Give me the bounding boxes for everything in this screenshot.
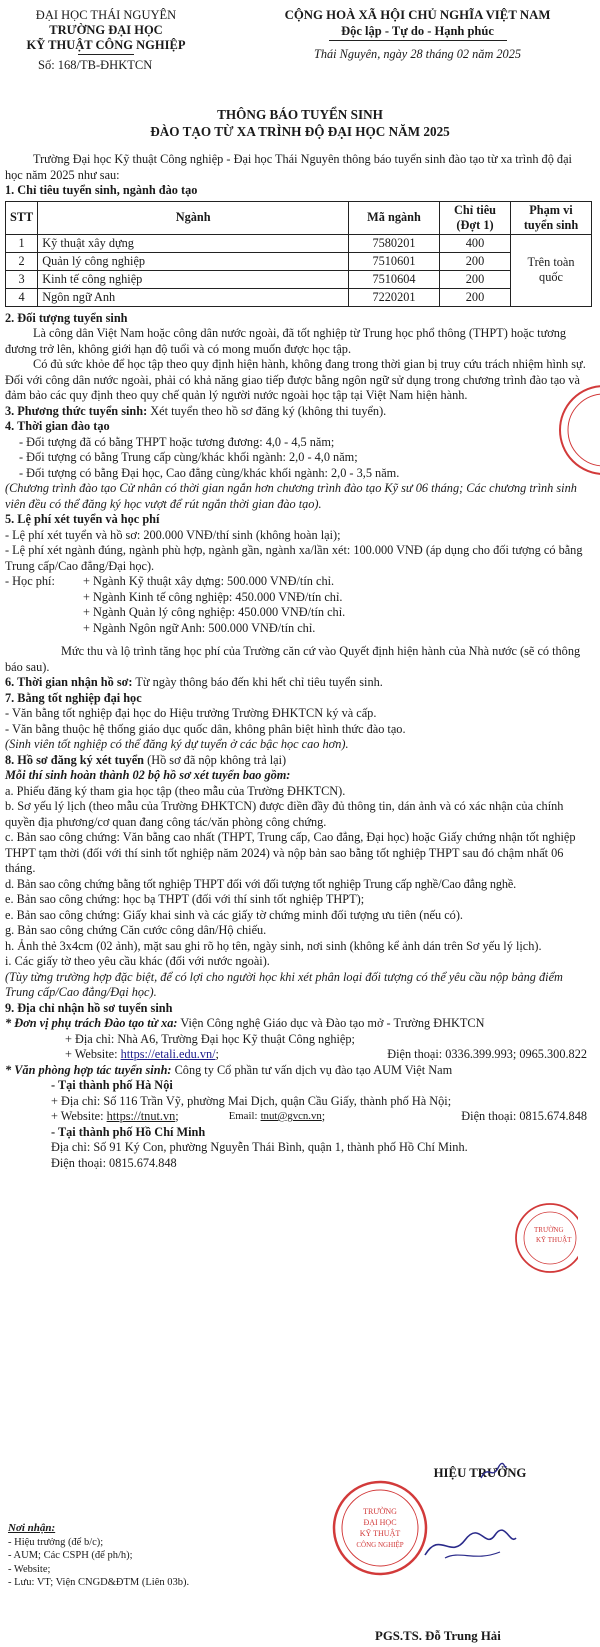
edge-stamp-icon bbox=[546, 380, 600, 480]
section-4-line-2: - Đối tượng có bằng Trung cấp cùng/khác khối ngành: 2,0 - 4,0 năm; bbox=[19, 450, 358, 464]
signer-title: HIỆU TRƯỞNG bbox=[433, 1466, 527, 1480]
svg-text:TRƯỜNG: TRƯỜNG bbox=[363, 1507, 397, 1516]
unit-2-name: Công ty Cổ phần tư vấn dịch vụ đào tạo AUM Việt Nam bbox=[171, 1062, 453, 1077]
issue-date: Thái Nguyên, ngày 28 tháng 02 năm 2025 bbox=[314, 47, 521, 61]
national-motto: Độc lập - Tự do - Hạnh phúc bbox=[341, 24, 494, 38]
unit-1-web-sep: ; bbox=[215, 1047, 219, 1061]
cell-pham-vi bbox=[511, 234, 592, 306]
section-5-heading: 5. Lệ phí xét tuyển và học phí bbox=[5, 512, 160, 526]
unit-2 bbox=[5, 1063, 587, 1079]
national-title: CỘNG HOÀ XÃ HỘI CHỦ NGHĨA VIỆT NAM bbox=[284, 8, 551, 22]
tuition-label: - Học phí: bbox=[5, 574, 55, 588]
hanoi-contact bbox=[5, 1109, 587, 1125]
section-7-heading: 7. Bằng tốt nghiệp đại học bbox=[5, 690, 142, 705]
document-number: Số: 168/TB-ĐHKTCN bbox=[38, 58, 153, 72]
document-title bbox=[0, 106, 600, 140]
section-8-heading-note: (Hồ sơ đã nộp không trả lại) bbox=[144, 752, 287, 767]
section-8-item-c: c. Bản sao công chứng: Văn bằng cao nhất (THPT, Trung cấp, Cao đẳng, Đại học) hoặc Giấy chứng nhận tốt nghiệp THPT tạm thời (đối với thí sinh tốt nghiệp năm 2024) và nộp bản sao bằng tốt nghiệp THPT sau đó chậm nhất 06 tháng. bbox=[5, 830, 576, 875]
section-8-item-e: e. Bản sao công chứng: học bạ THPT (đối với thí sinh tốt nghiệp THPT); bbox=[5, 892, 365, 906]
section-2-heading: 2. Đối tượng tuyển sinh bbox=[5, 310, 128, 325]
quota-table bbox=[5, 201, 592, 307]
unit-1-web-label: + Website: bbox=[65, 1047, 118, 1061]
recipient-item: - Hiệu trưởng (để b/c); bbox=[8, 1536, 104, 1548]
cell-nganh: Kỹ thuật xây dựng bbox=[38, 234, 349, 252]
recipient-item: - Lưu: VT; Viện CNGD&ĐTM (Liên 03b). bbox=[8, 1577, 190, 1588]
unit-1-phone: Điện thoại: 0336.399.993; 0965.300.822 bbox=[387, 1047, 587, 1061]
cell-stt: 1 bbox=[6, 234, 38, 252]
title-line-2: ĐÀO TẠO TỪ XA TRÌNH ĐỘ ĐẠI HỌC NĂM 2025 bbox=[150, 124, 450, 139]
section-3-heading: 3. Phương thức tuyển sinh: bbox=[5, 403, 148, 418]
cell-ma: 7510604 bbox=[349, 270, 440, 288]
section-2-para-2: Có đủ sức khỏe để học tập theo quy định hiện hành, không đang trong thời gian bị truy cứu trách nhiệm hình sự. Đối với công dân nước ngoài, phải có khả năng giao tiếp được bằng ngôn ngữ sử dụng trong chương trình đào tạo và đảm bảo các quy định theo quy chế quản lý người nước ngoài học tập tại Việt Nam hiện hành. bbox=[5, 357, 586, 402]
hcm-phone: Điện thoại: 0815.674.848 bbox=[51, 1155, 177, 1170]
section-8-subheading: Mỗi thí sinh hoàn thành 02 bộ hồ sơ xét tuyển bao gồm: bbox=[5, 768, 291, 782]
unit-1-address: + Địa chỉ: Nhà A6, Trường Đại học Kỹ thuật Công nghiệp; bbox=[65, 1031, 355, 1046]
section-3-text: Xét tuyển theo hồ sơ đăng ký (không thi tuyển). bbox=[147, 403, 387, 418]
section-4-note: (Chương trình đào tạo Cử nhân có thời gian ngắn hơn chương trình đào tạo Kỹ sư 06 tháng; Các chương trình sinh viên đều có thể đăng ký học vượt để rút ngắn thời gian đào tạo). bbox=[5, 481, 577, 511]
hanoi-email-sep: ; bbox=[321, 1109, 326, 1123]
cell-ma: 7580201 bbox=[349, 234, 440, 252]
recipients-heading: Nơi nhận: bbox=[8, 1522, 56, 1534]
col-chi-tieu bbox=[440, 201, 511, 234]
tuition-row bbox=[5, 590, 587, 606]
tuition-spacer bbox=[5, 605, 83, 621]
hanoi-website-link[interactable]: https://tnut.vn bbox=[106, 1109, 176, 1123]
section-5-line-2: - Lệ phí xét ngành đúng, ngành phù hợp, ngành gần, ngành xa/lần xét: 100.000 VNĐ (áp dụng cho đối tượng có bằng Trung cấp/Cao đẳng/Đại học). bbox=[5, 543, 583, 573]
unit-1-website-link[interactable]: https://etali.edu.vn/ bbox=[120, 1047, 216, 1061]
tuition-item: + Ngành Ngôn ngữ Anh: 500.000 VNĐ/tín chỉ. bbox=[83, 620, 316, 635]
cell-chitieu: 200 bbox=[440, 252, 511, 270]
national-header bbox=[245, 8, 590, 63]
hanoi-address: + Địa chỉ: Số 116 Trần Vỹ, phường Mai Dịch, quận Cầu Giấy, thành phố Hà Nội; bbox=[51, 1093, 452, 1108]
tuition-row bbox=[5, 605, 587, 621]
section-5-line-1: - Lệ phí xét tuyển và hồ sơ: 200.000 VNĐ/thí sinh (không hoàn lại); bbox=[5, 527, 341, 542]
hcm-address: Địa chỉ: Số 91 Ký Con, phường Nguyễn Thái Bình, quận 1, thành phố Hồ Chí Minh. bbox=[51, 1140, 468, 1154]
unit-1-contact bbox=[5, 1047, 587, 1063]
hanoi-email-link[interactable]: tnut@gvcn.vn bbox=[260, 1110, 322, 1122]
tuition-spacer bbox=[5, 590, 83, 606]
col-ma-nganh: Mã ngành bbox=[349, 201, 440, 234]
hcm-label: - Tại thành phố Hồ Chí Minh bbox=[51, 1124, 206, 1139]
svg-text:KỸ THUẬT: KỸ THUẬT bbox=[359, 1529, 401, 1538]
cell-stt: 3 bbox=[6, 270, 38, 288]
section-9-heading: 9. Địa chỉ nhận hồ sơ tuyển sinh bbox=[5, 1000, 173, 1015]
section-6-heading: 6. Thời gian nhận hồ sơ: bbox=[5, 675, 133, 689]
section-8-item-i: i. Các giấy tờ theo yêu cầu khác (đối với nước ngoài). bbox=[5, 954, 270, 968]
hanoi-phone: Điện thoại: 0815.674.848 bbox=[461, 1109, 587, 1123]
section-8-heading-line bbox=[5, 753, 587, 769]
col-pham-vi-l2: tuyển sinh bbox=[523, 217, 579, 232]
section-4-heading: 4. Thời gian đào tạo bbox=[5, 419, 110, 433]
section-1-heading: 1. Chỉ tiêu tuyển sinh, ngành đào tạo bbox=[5, 183, 198, 197]
pham-vi-l2: quốc bbox=[539, 270, 563, 284]
table-row bbox=[6, 270, 592, 288]
cell-chitieu: 200 bbox=[440, 270, 511, 288]
recipient-item: - Website; bbox=[8, 1563, 51, 1575]
cell-nganh: Kinh tế công nghiệp bbox=[38, 270, 349, 288]
section-7-line-2: - Văn bằng thuộc hệ thống giáo dục quốc dân, không phân biệt hình thức đào tạo. bbox=[5, 721, 406, 736]
section-8-item-g: g. Bản sao công chứng Căn cước công dân/Hộ chiếu. bbox=[5, 923, 267, 937]
hanoi-web-label: + Website: bbox=[51, 1109, 104, 1123]
cell-chitieu: 200 bbox=[440, 288, 511, 306]
motto-underline bbox=[329, 40, 507, 41]
col-nganh: Ngành bbox=[38, 201, 349, 234]
section-6-text: Từ ngày thông báo đến khi hết chỉ tiêu tuyển sinh. bbox=[132, 675, 383, 689]
hanoi-email-label: Email: bbox=[228, 1110, 258, 1122]
svg-text:ĐẠI HỌC: ĐẠI HỌC bbox=[363, 1518, 397, 1527]
section-5-para: Mức thu và lộ trình tăng học phí của Trường căn cứ vào Quyết định hiện hành của Nhà nước (sẽ có thông báo sau). bbox=[5, 644, 581, 674]
tuition-item: + Ngành Kinh tế công nghiệp: 450.000 VNĐ/tín chỉ. bbox=[83, 589, 343, 604]
issuer-parent: ĐẠI HỌC THÁI NGUYÊN bbox=[35, 8, 177, 22]
issuer-underline bbox=[78, 54, 134, 55]
signer-name: PGS.TS. Đỗ Trung Hải bbox=[375, 1629, 501, 1643]
table-header-row bbox=[6, 201, 592, 234]
svg-text:CÔNG NGHIỆP: CÔNG NGHIỆP bbox=[356, 1541, 404, 1549]
col-stt: STT bbox=[6, 201, 38, 234]
cell-stt: 2 bbox=[6, 252, 38, 270]
tuition-spacer bbox=[5, 621, 83, 637]
title-line-1: THÔNG BÁO TUYỂN SINH bbox=[217, 107, 383, 122]
col-chi-tieu-l1: Chỉ tiêu bbox=[453, 202, 497, 217]
table-row bbox=[6, 288, 592, 306]
section-8-note: (Tùy từng trường hợp đặc biệt, để có lợi cho người học khi xét phân loại đối tượng có thể yêu cầu nộp bảng điểm Trung cấp/Cao đẳng/Đại học). bbox=[5, 969, 563, 999]
unit-2-label: * Văn phòng hợp tác tuyển sinh: bbox=[5, 1062, 172, 1077]
section-8-item-b: b. Sơ yếu lý lịch (theo mẫu của Trường ĐHKTCN) được điền đầy đủ thông tin, dán ảnh và có xác nhận của chính quyền địa phương/cơ quan đang công tác/văn phòng công chứng. bbox=[5, 799, 564, 829]
issuer-name-2: KỸ THUẬT CÔNG NGHIỆP bbox=[26, 38, 186, 52]
section-4-line-3: - Đối tượng có bằng Đại học, Cao đẳng cùng/khác khối ngành: 2,0 - 3,5 năm. bbox=[19, 465, 400, 480]
partial-stamp-icon bbox=[498, 1198, 578, 1278]
cell-ma: 7220201 bbox=[349, 288, 440, 306]
section-8-item-f: e. Bản sao công chứng: Giấy khai sinh và các giấy tờ chứng minh đối tượng ưu tiên (nếu có). bbox=[5, 907, 463, 922]
col-chi-tieu-l2: (Đợt 1) bbox=[456, 217, 494, 232]
svg-text:KỸ THUẬT: KỸ THUẬT bbox=[536, 1236, 572, 1244]
col-pham-vi-l1: Phạm vi bbox=[529, 202, 573, 217]
hanoi-label: - Tại thành phố Hà Nội bbox=[51, 1078, 173, 1092]
unit-1 bbox=[5, 1016, 587, 1032]
issuer-block bbox=[6, 8, 206, 74]
table-row bbox=[6, 252, 592, 270]
issuer-name-1: TRƯỜNG ĐẠI HỌC bbox=[49, 23, 163, 37]
section-8-item-d: d. Bản sao công chứng bằng tốt nghiệp THPT đối với đối tượng tốt nghiệp Trung cấp nghề/Cao đẳng nghề. bbox=[5, 876, 517, 891]
hanoi-web-sep: ; bbox=[175, 1109, 179, 1123]
unit-1-label: * Đơn vị phụ trách Đào tạo từ xa: bbox=[5, 1016, 178, 1030]
section-2-para-1: Là công dân Việt Nam hoặc công dân nước ngoài, đã tốt nghiệp từ Trung học phổ thông (THPT) hoặc tương đương trở lên, không giới hạn độ tuổi và có mong muốn được học tập. bbox=[5, 326, 567, 356]
recipients-block bbox=[8, 1522, 278, 1590]
cell-nganh: Ngôn ngữ Anh bbox=[38, 288, 349, 306]
initial-mark-icon bbox=[478, 1462, 508, 1482]
section-7-line-1: - Văn bằng tốt nghiệp đại học do Hiệu trưởng Trường ĐHKTCN ký và cấp. bbox=[5, 706, 377, 720]
tuition-row bbox=[5, 621, 587, 637]
svg-text:TRƯỜNG: TRƯỜNG bbox=[534, 1226, 564, 1234]
tuition-item: + Ngành Quản lý công nghiệp: 450.000 VNĐ/tín chỉ. bbox=[83, 605, 346, 619]
cell-chitieu: 400 bbox=[440, 234, 511, 252]
document-body bbox=[5, 152, 587, 1171]
section-4-line-1: - Đối tượng đã có bằng THPT hoặc tương đương: 4,0 - 4,5 năm; bbox=[19, 434, 335, 449]
tuition-row bbox=[5, 574, 587, 590]
cell-stt: 4 bbox=[6, 288, 38, 306]
signature-icon bbox=[420, 1520, 520, 1570]
section-8-item-h: h. Ảnh thẻ 3x4cm (02 ảnh), mặt sau ghi rõ họ tên, ngày sinh, nơi sinh (không kể ảnh dán trên Sơ yếu lý lịch). bbox=[5, 938, 542, 953]
pham-vi-l1: Trên toàn bbox=[527, 255, 575, 269]
intro-paragraph: Trường Đại học Kỹ thuật Công nghiệp - Đại học Thái Nguyên thông báo tuyển sinh đào tạo từ xa trình độ đại học năm 2025 như sau: bbox=[5, 152, 572, 182]
section-8-item-a: a. Phiếu đăng ký tham gia học tập (theo mẫu của Trường ĐHKTCN). bbox=[5, 783, 346, 798]
section-3 bbox=[5, 404, 587, 420]
recipient-item: - AUM; Các CSPH (để ph/h); bbox=[8, 1550, 133, 1561]
col-pham-vi bbox=[511, 201, 592, 234]
official-seal-icon bbox=[330, 1478, 430, 1578]
cell-ma: 7510601 bbox=[349, 252, 440, 270]
tuition-item: + Ngành Kỹ thuật xây dựng: 500.000 VNĐ/tín chỉ. bbox=[83, 574, 335, 588]
section-7-note: (Sinh viên tốt nghiệp có thể đăng ký dự tuyển ở các bậc học cao hơn). bbox=[5, 737, 349, 751]
cell-nganh: Quản lý công nghiệp bbox=[38, 252, 349, 270]
tuition-list bbox=[5, 574, 587, 636]
section-6 bbox=[5, 675, 587, 691]
section-8-heading: 8. Hồ sơ đăng ký xét tuyển bbox=[5, 752, 145, 767]
unit-1-name: Viện Công nghệ Giáo dục và Đào tạo mở - Trường ĐHKTCN bbox=[177, 1016, 485, 1030]
table-row bbox=[6, 234, 592, 252]
